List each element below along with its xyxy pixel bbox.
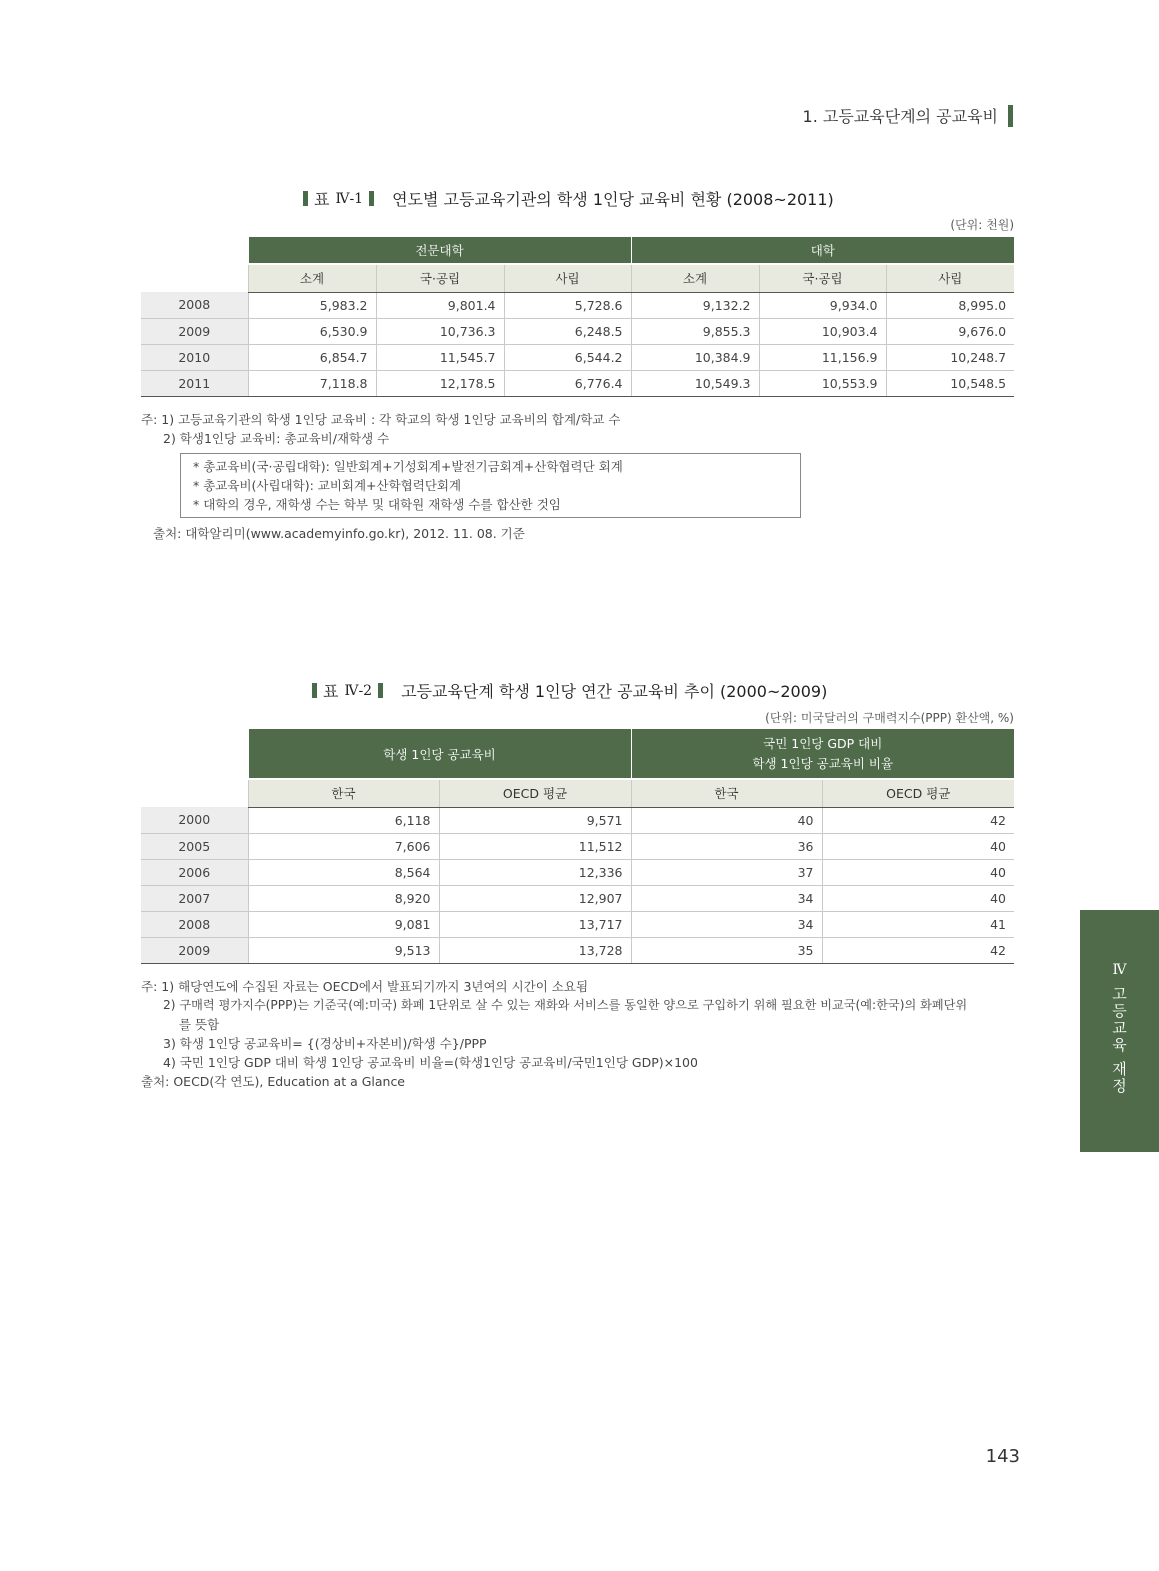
note-line: 를 뜻함 xyxy=(179,1017,220,1032)
value-cell: 6,118 xyxy=(248,807,439,833)
table2-notes xyxy=(141,977,1016,1091)
note-line: 4) 국민 1인당 GDP 대비 학생 1인당 공교육비 비율=(학생1인당 공교육비/국민1인당 GDP)×100 xyxy=(163,1055,698,1070)
value-cell: 12,178.5 xyxy=(376,370,504,396)
table2-group-header: 학생 1인당 공교육비 xyxy=(248,729,631,779)
table1-corner xyxy=(141,237,248,264)
value-cell: 10,384.9 xyxy=(631,344,759,370)
value-cell: 6,248.5 xyxy=(504,318,631,344)
year-cell: 2007 xyxy=(141,885,248,911)
year-cell: 2009 xyxy=(141,937,248,963)
table2-sub-header: OECD 평균 xyxy=(439,779,631,807)
box-note-line: * 총교육비(국·공립대학): 일반회계+기성회계+발전기금회계+산학협력단 회계 xyxy=(193,459,623,474)
value-cell: 34 xyxy=(631,885,822,911)
value-cell: 11,545.7 xyxy=(376,344,504,370)
note-line: 주: 1) 해당연도에 수집된 자료는 OECD에서 발표되기까지 3년여의 시간이 소요됨 xyxy=(141,979,589,994)
value-cell: 9,513 xyxy=(248,937,439,963)
table-row xyxy=(141,833,1014,859)
table2-sub-header: OECD 평균 xyxy=(822,779,1014,807)
table1-source: 출처: 대학알리미(www.academyinfo.go.kr), 2012. 11. 08. 기준 xyxy=(153,526,525,541)
table1-sub-header: 국·공립 xyxy=(759,264,886,292)
year-cell: 2009 xyxy=(141,318,248,344)
value-cell: 10,549.3 xyxy=(631,370,759,396)
year-cell: 2005 xyxy=(141,833,248,859)
value-cell: 9,081 xyxy=(248,911,439,937)
table2-corner xyxy=(141,779,248,807)
table2-title xyxy=(312,679,827,702)
value-cell: 7,606 xyxy=(248,833,439,859)
table2-sub-header: 한국 xyxy=(248,779,439,807)
table-row xyxy=(141,370,1014,396)
value-cell: 8,564 xyxy=(248,859,439,885)
table2-number: Ⅳ-2 xyxy=(344,682,373,699)
table1-title-text: 연도별 고등교육기관의 학생 1인당 교육비 현황 (2008~2011) xyxy=(392,190,834,209)
value-cell: 36 xyxy=(631,833,822,859)
table1-note-box xyxy=(180,453,801,518)
table-row xyxy=(141,937,1014,963)
value-cell: 34 xyxy=(631,911,822,937)
table2-title-text: 고등교육단계 학생 1인당 연간 공교육비 추이 (2000~2009) xyxy=(401,682,828,701)
value-cell: 10,248.7 xyxy=(886,344,1014,370)
value-cell: 6,530.9 xyxy=(248,318,376,344)
value-cell: 6,776.4 xyxy=(504,370,631,396)
value-cell: 41 xyxy=(822,911,1014,937)
group-header-line: 국민 1인당 GDP 대비 xyxy=(763,735,883,751)
table2-source: 출처: OECD(각 연도), Education at a Glance xyxy=(141,1074,406,1089)
title-mark-right xyxy=(378,683,383,698)
box-note-line: * 총교육비(사립대학): 교비회계+산학협력단회계 xyxy=(193,478,462,493)
running-head xyxy=(803,104,1013,127)
table1-sub-header: 사립 xyxy=(504,264,631,292)
value-cell: 40 xyxy=(822,859,1014,885)
table1-number: Ⅳ-1 xyxy=(335,190,364,207)
year-cell: 2010 xyxy=(141,344,248,370)
value-cell: 8,920 xyxy=(248,885,439,911)
value-cell: 13,728 xyxy=(439,937,631,963)
value-cell: 9,676.0 xyxy=(886,318,1014,344)
running-head-bar xyxy=(1008,105,1013,127)
title-mark-left xyxy=(312,683,317,698)
value-cell: 10,736.3 xyxy=(376,318,504,344)
note-line: 2) 구매력 평가지수(PPP)는 기준국(예:미국) 화폐 1단위로 살 수 있는 재화와 서비스를 동일한 양으로 구입하기 위해 필요한 비교국(예:한국)의 화폐단위 xyxy=(163,998,968,1012)
year-cell: 2000 xyxy=(141,807,248,833)
chapter-label: 고등교육 재정 xyxy=(1110,986,1128,1095)
value-cell: 42 xyxy=(822,937,1014,963)
value-cell: 40 xyxy=(631,807,822,833)
running-head-text: 1. 고등교육단계의 공교육비 xyxy=(802,107,998,126)
value-cell: 11,156.9 xyxy=(759,344,886,370)
value-cell: 35 xyxy=(631,937,822,963)
value-cell: 9,934.0 xyxy=(759,292,886,318)
box-note-line: * 대학의 경우, 재학생 수는 학부 및 대학원 재학생 수를 합산한 것임 xyxy=(193,497,561,512)
year-cell: 2008 xyxy=(141,911,248,937)
table-row xyxy=(141,344,1014,370)
note-line: 주: 1) 고등교육기관의 학생 1인당 교육비 : 각 학교의 학생 1인당 교육비의 합계/학교 수 xyxy=(141,412,621,427)
title-mark-left xyxy=(303,191,308,206)
value-cell: 10,553.9 xyxy=(759,370,886,396)
table-row xyxy=(141,807,1014,833)
year-cell: 2011 xyxy=(141,370,248,396)
note-line: 3) 학생 1인당 공교육비= {(경상비+자본비)/학생 수}/PPP xyxy=(163,1036,487,1051)
year-cell: 2008 xyxy=(141,292,248,318)
table1-corner xyxy=(141,264,248,292)
table1-notes xyxy=(141,410,620,448)
table-row xyxy=(141,292,1014,318)
value-cell: 11,512 xyxy=(439,833,631,859)
table1-group-header: 대학 xyxy=(631,237,1014,264)
page-number: 143 xyxy=(985,1446,1020,1467)
value-cell: 9,855.3 xyxy=(631,318,759,344)
chapter-side-tab xyxy=(1080,910,1159,1152)
table-row xyxy=(141,911,1014,937)
table-row xyxy=(141,885,1014,911)
value-cell: 9,571 xyxy=(439,807,631,833)
table1 xyxy=(141,237,1014,397)
title-mark-right xyxy=(369,191,374,206)
table1-label: 표 xyxy=(314,190,330,209)
year-cell: 2006 xyxy=(141,859,248,885)
value-cell: 6,854.7 xyxy=(248,344,376,370)
table-row xyxy=(141,318,1014,344)
group-header-line: 학생 1인당 공교육비 비율 xyxy=(752,755,894,771)
table1-sub-header: 소계 xyxy=(631,264,759,292)
table2-label: 표 xyxy=(323,682,339,701)
table1-sub-header: 소계 xyxy=(248,264,376,292)
value-cell: 40 xyxy=(822,833,1014,859)
value-cell: 40 xyxy=(822,885,1014,911)
value-cell: 10,903.4 xyxy=(759,318,886,344)
value-cell: 6,544.2 xyxy=(504,344,631,370)
value-cell: 42 xyxy=(822,807,1014,833)
table-row xyxy=(141,859,1014,885)
value-cell: 12,336 xyxy=(439,859,631,885)
table2-group-header xyxy=(631,729,1014,779)
table1-sub-header: 국·공립 xyxy=(376,264,504,292)
table1-unit: (단위: 천원) xyxy=(950,218,1014,232)
value-cell: 37 xyxy=(631,859,822,885)
value-cell: 7,118.8 xyxy=(248,370,376,396)
value-cell: 8,995.0 xyxy=(886,292,1014,318)
value-cell: 13,717 xyxy=(439,911,631,937)
value-cell: 12,907 xyxy=(439,885,631,911)
table1-group-header: 전문대학 xyxy=(248,237,631,264)
table2 xyxy=(141,729,1014,964)
value-cell: 9,132.2 xyxy=(631,292,759,318)
value-cell: 10,548.5 xyxy=(886,370,1014,396)
table2-unit: (단위: 미국달러의 구매력지수(PPP) 환산액, %) xyxy=(765,711,1014,725)
table1-title xyxy=(303,187,834,210)
value-cell: 5,983.2 xyxy=(248,292,376,318)
table1-sub-header: 사립 xyxy=(886,264,1014,292)
table2-sub-header: 한국 xyxy=(631,779,822,807)
chapter-number: Ⅳ xyxy=(1112,962,1127,978)
table2-corner xyxy=(141,729,248,779)
value-cell: 5,728.6 xyxy=(504,292,631,318)
value-cell: 9,801.4 xyxy=(376,292,504,318)
note-line: 2) 학생1인당 교육비: 총교육비/재학생 수 xyxy=(163,431,390,446)
